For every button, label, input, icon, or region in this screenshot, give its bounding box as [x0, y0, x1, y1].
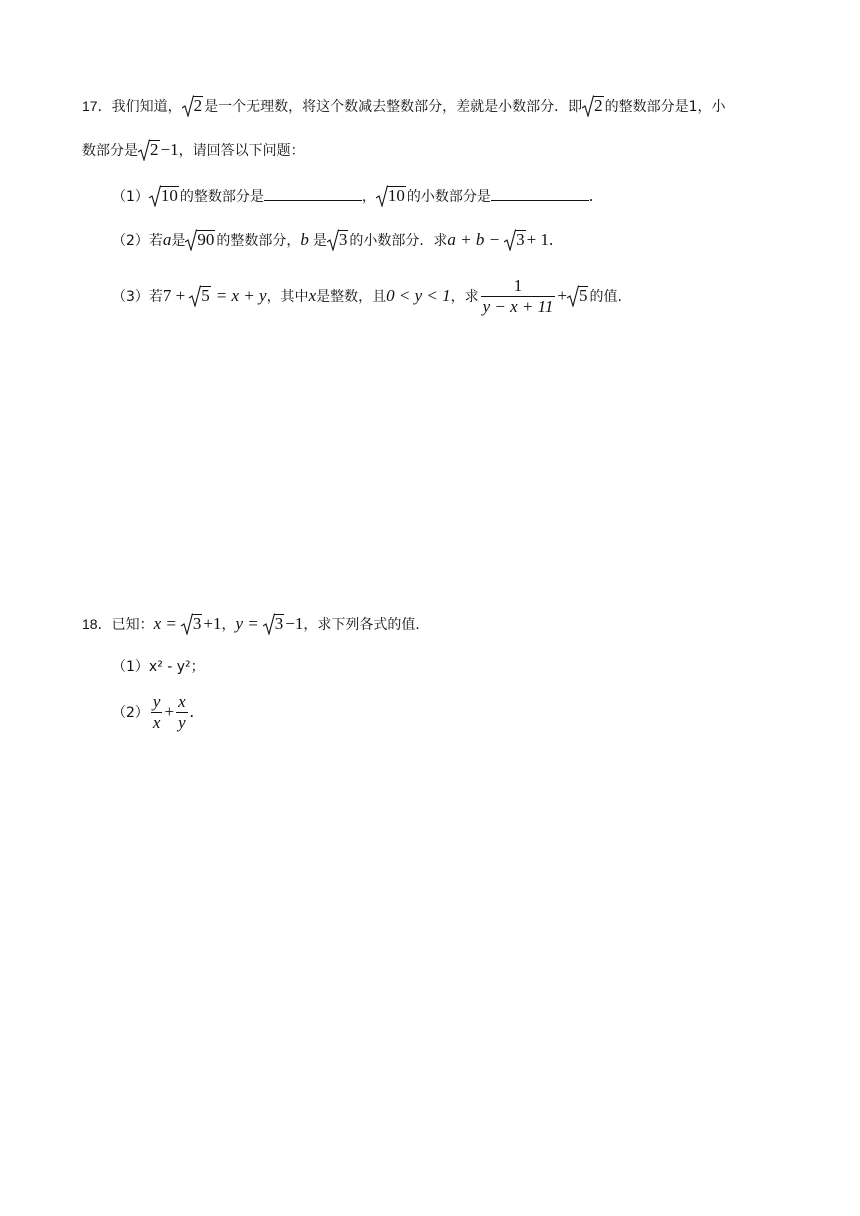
radical-icon — [327, 229, 339, 251]
q17-text: 我们知道， — [111, 99, 182, 115]
radical-icon — [189, 285, 201, 307]
part-text: 是整数，且 — [316, 289, 387, 305]
q18-part-1 — [112, 656, 205, 676]
fraction — [481, 276, 556, 317]
sqrt-90: 90 — [185, 230, 215, 250]
radical-icon — [376, 185, 388, 207]
math-expression: −1 — [285, 614, 304, 633]
math-expression: + 1 — [526, 230, 549, 249]
variable-a: a — [162, 230, 172, 249]
fraction-denominator: x — [152, 713, 161, 732]
plus-sign: + — [164, 702, 175, 721]
math-expression: 7 + — [162, 286, 186, 305]
fraction-numerator: 1 — [513, 276, 523, 295]
part-label: （1） — [112, 659, 149, 675]
part-text: 的小数部分．求 — [349, 233, 448, 249]
sqrt-2: 2 — [582, 96, 604, 116]
q17-line-1 — [82, 96, 726, 116]
q17-part-3 — [112, 276, 622, 317]
answer-blank[interactable] — [491, 186, 589, 201]
q17-text: ，请回答以下问题： — [178, 143, 305, 159]
sqrt-3: 3 — [263, 614, 285, 634]
fraction-x-over-y — [176, 692, 188, 733]
q17-part-1 — [112, 186, 593, 206]
part-label: （2） — [112, 705, 149, 721]
math-expression: +1 — [203, 614, 222, 633]
part-text: 是 — [312, 233, 327, 249]
plus-sign: + — [557, 286, 567, 305]
sqrt-2: 2 — [138, 140, 160, 160]
variable-x: x — [308, 286, 317, 305]
part-text: ，求 — [450, 289, 479, 305]
sqrt-3: 3 — [327, 230, 349, 250]
radical-icon — [181, 613, 193, 635]
sqrt-3: 3 — [181, 614, 203, 634]
sqrt-2: 2 — [182, 96, 204, 116]
q18-part-2 — [112, 692, 194, 733]
part-text: 是 — [171, 233, 186, 249]
radical-icon — [263, 613, 275, 635]
q18-text: ， — [221, 617, 236, 633]
part-expression: x² - y²； — [148, 659, 205, 675]
math-expression: −1 — [160, 140, 179, 159]
q18-text: 已知： — [111, 617, 154, 633]
radical-icon — [182, 95, 194, 117]
sqrt-3: 3 — [504, 230, 526, 250]
period: . — [189, 702, 194, 721]
sqrt-5: 5 — [189, 286, 211, 306]
sqrt-5: 5 — [567, 286, 589, 306]
fraction-y-over-x — [151, 692, 163, 733]
period: . — [548, 230, 554, 249]
part-label: （1） — [112, 189, 149, 205]
math-expression: = x + y — [215, 286, 267, 305]
radical-icon — [149, 185, 161, 207]
q17-part-2 — [112, 230, 553, 250]
answer-blank[interactable] — [264, 186, 362, 201]
part-text: 的整数部分是 — [179, 189, 264, 205]
sqrt-10: 10 — [376, 186, 406, 206]
q18-line-1 — [82, 614, 429, 634]
part-label: （2）若 — [112, 233, 163, 249]
question-number: 17． — [82, 98, 112, 114]
part-label: （3）若 — [112, 289, 163, 305]
q17-text: 的整数部分是1，小 — [604, 99, 726, 115]
radical-icon — [138, 139, 150, 161]
part-text: 的整数部分， — [216, 233, 301, 249]
math-expression: x = — [153, 614, 177, 633]
radical-icon — [567, 285, 579, 307]
math-expression: y = — [235, 614, 259, 633]
period: . — [588, 186, 594, 205]
q17-line-2 — [82, 140, 305, 160]
radical-icon — [582, 95, 594, 117]
fraction-denominator: y − x + 11 — [482, 297, 554, 316]
q17-text: 数部分是 — [82, 143, 138, 159]
variable-b: b — [300, 230, 309, 249]
radical-icon — [504, 229, 516, 251]
math-expression: a + b − — [447, 230, 501, 249]
radical-icon — [185, 229, 197, 251]
fraction-numerator: y — [152, 692, 161, 711]
part-text: ， — [361, 189, 376, 205]
q17-text: 是一个无理数，将这个数减去整数部分，差就是小数部分．即 — [204, 99, 583, 115]
fraction-numerator: x — [178, 692, 186, 711]
part-text: 的值. — [589, 289, 622, 305]
sqrt-10: 10 — [149, 186, 179, 206]
q18-text: ，求下列各式的值． — [303, 617, 430, 633]
fraction-denominator: y — [178, 713, 186, 732]
part-text: 的小数部分是 — [406, 189, 491, 205]
part-text: ，其中 — [266, 289, 309, 305]
question-number: 18． — [82, 616, 112, 632]
inequality: 0 < y < 1 — [386, 286, 451, 305]
